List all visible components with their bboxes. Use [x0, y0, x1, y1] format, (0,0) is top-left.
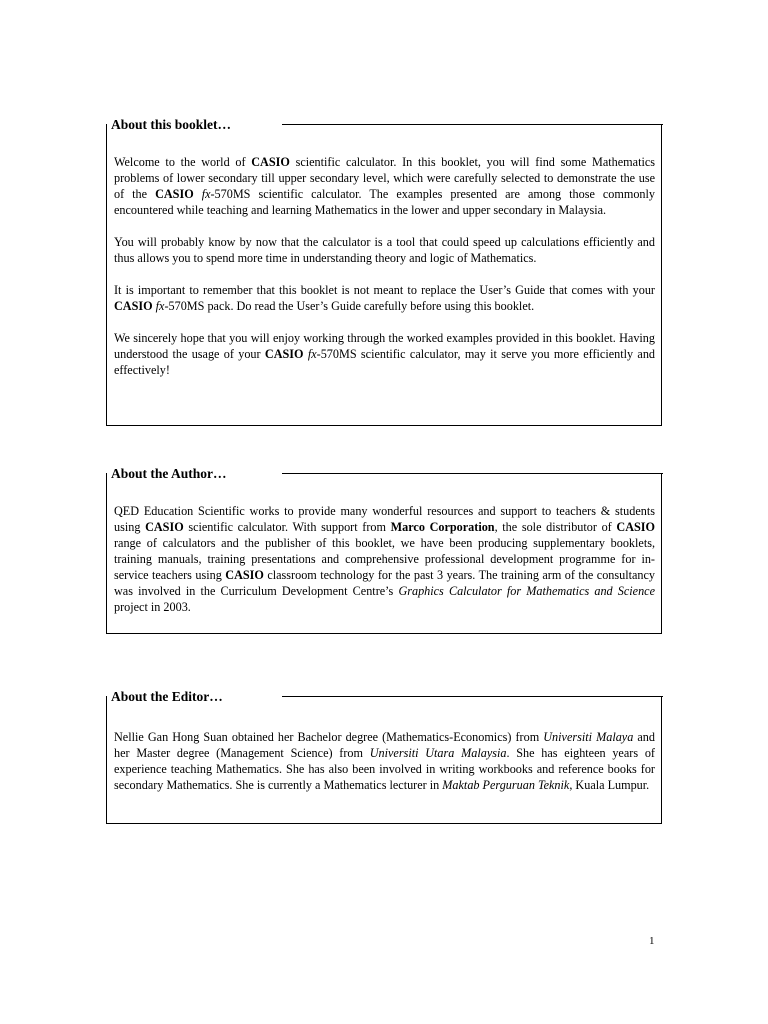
editor-paragraph: Nellie Gan Hong Suan obtained her Bachelor degree (Mathematics-Economics) from Universiti Malaya and her Master degree (Management Science) from Universiti Utara Malaysia. She has eighteen years of experience teaching Mathematics. She has also been involved in writing workbooks and reference books for secondary Mathematics. She is currently a Mathematics lecturer in Maktab Perguruan Teknik, Kuala Lumpur.: [114, 730, 655, 792]
booklet-section-box: [106, 124, 662, 426]
bold-text: CASIO: [155, 187, 194, 201]
booklet-paragraph-4: We sincerely hope that you will enjoy working through the worked examples provided in this booklet. Having understood the usage of your CASIO fx-570MS scientific calculator, may it serve you more efficiently and effectively!: [114, 331, 656, 377]
bold-text: CASIO: [145, 520, 184, 534]
author-section-title: About the Author…: [111, 466, 227, 481]
bold-text: Marco Corporation: [390, 520, 495, 534]
booklet-paragraph-3: It is important to remember that this booklet is not meant to replace the User’s Guide that comes with your CASIO fx-570MS pack. Do read the User’s Guide carefully before using this booklet.: [114, 283, 655, 313]
italic-text: fx: [155, 299, 165, 313]
booklet-paragraph-2: You will probably know by now that the calculator is a tool that could speed up calculations efficiently and thus allows you to spend more time in understanding theory and logic of Mathematics.: [114, 235, 655, 265]
italic-text: fx: [201, 187, 211, 201]
page-number: 1: [649, 935, 655, 947]
italic-text: Universiti Utara Malaysia: [369, 746, 507, 760]
editor-section-box: [106, 696, 662, 824]
author-section-box: [106, 473, 662, 634]
italic-text: fx: [307, 347, 317, 361]
bold-text: CASIO: [225, 568, 264, 582]
bold-text: CASIO: [114, 299, 153, 313]
author-paragraph: QED Education Scientific works to provide many wonderful resources and support to teachers & students using CASIO scientific calculator. With support from Marco Corporation, the sole distributor of CASIO range of calculators and the publisher of this booklet, we have been producing supplementary booklets, training manuals, training presentations and comprehensive professional development programme for in-service teachers using CASIO classroom technology for the past 3 years. The training arm of the consultancy was involved in the Curriculum Development Centre’s Graphics Calculator for Mathematics and Science project in 2003.: [114, 504, 655, 614]
bold-text: CASIO: [616, 520, 655, 534]
booklet-paragraph-1: Welcome to the world of CASIO scientific calculator. In this booklet, you will find some Mathematics problems of lower secondary till upper secondary level, which were carefully selected to demonstrate the use of the CASIO fx-570MS scientific calculator. The examples presented are among those commonly encountered while teaching and learning Mathematics in the lower and upper secondary in Malaysia.: [114, 155, 656, 217]
bold-text: CASIO: [264, 347, 304, 361]
booklet-section-title: About this booklet…: [111, 117, 232, 132]
italic-text: Graphics Calculator for Mathematics and Science: [398, 584, 655, 598]
italic-text: Universiti Malaya: [543, 730, 634, 744]
bold-text: CASIO: [251, 155, 290, 169]
italic-text: Maktab Perguruan Teknik: [442, 778, 570, 792]
editor-section-title: About the Editor…: [111, 689, 223, 704]
